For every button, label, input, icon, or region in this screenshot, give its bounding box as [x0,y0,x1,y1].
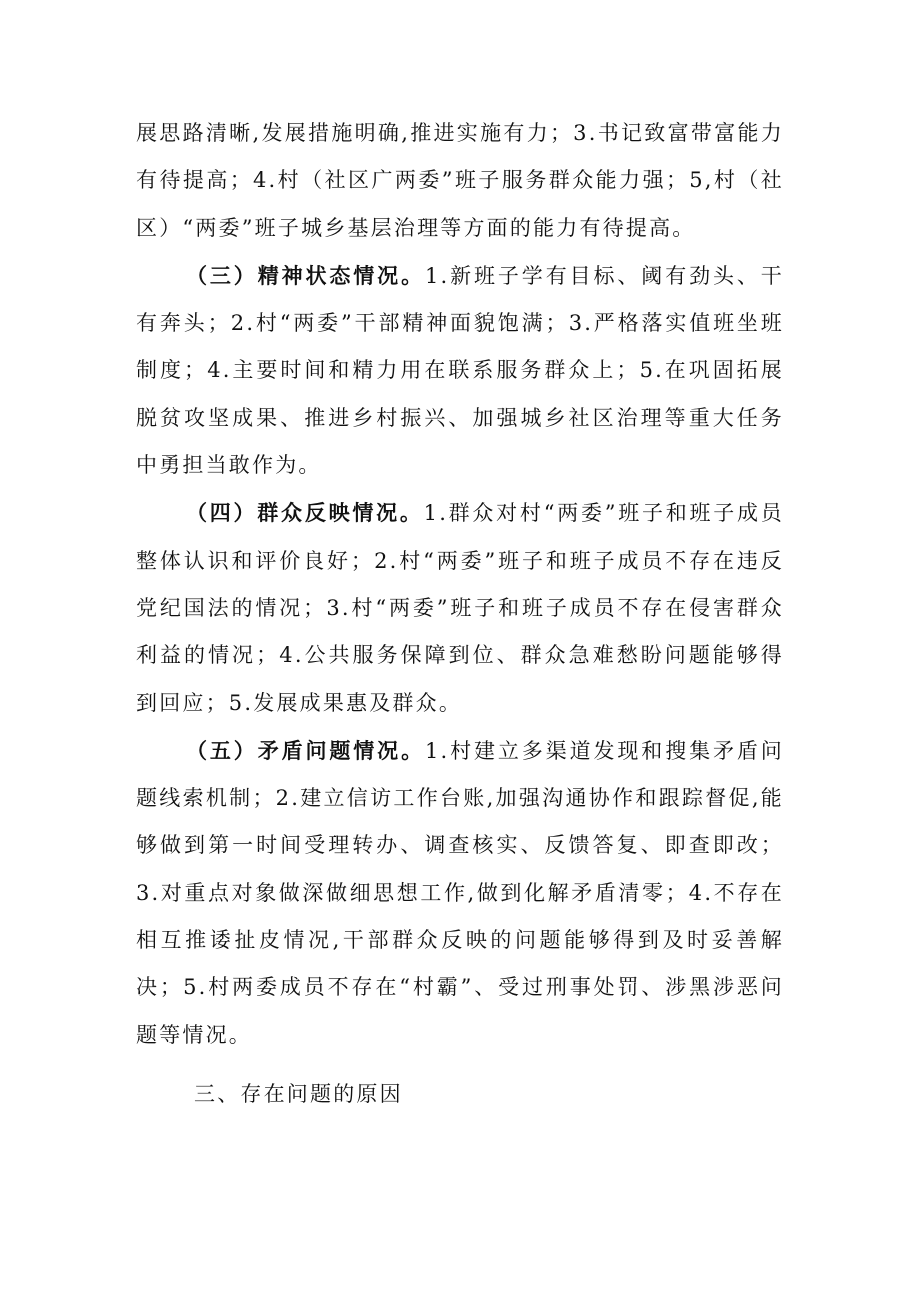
paragraph-spirit-status [136,252,784,489]
paragraph-public-feedback [136,489,784,726]
paragraph-body: 1.新班子学有目标、阈有劲头、干有奔头；2.村“两委”干部精神面貌饱满；3.严格落实值班坐班制度；4.主要时间和精力用在联系服务群众上；5.在巩固拓展脱贫攻坚成果、推进乡村振兴、加强城乡社区治理等重大任务中勇担当敢作为。 [136,263,784,478]
paragraph-conflict-issues [136,727,784,1059]
paragraph-heading: （四）群众反映情况。 [186,500,424,526]
paragraph-heading: （三）精神状态情况。 [186,262,425,288]
paragraph-continuation: 展思路清晰,发展措施明确,推进实施有力；3.书记致富带富能力有待提高；4.村（社区广两委”班子服务群众能力强；5,村（社区）“两委”班子城乡基层治理等方面的能力有待提高。 [136,121,784,240]
document-page [136,110,784,1118]
paragraph-body: 1.群众对村“两委”班子和班子成员整体认识和评价良好；2.村“两委”班子和班子成员不存在违反党纪国法的情况；3.村“两委”班子和班子成员不存在侵害群众利益的情况；4.公共服务保障到位、群众急难愁盼问题能够得到回应；5.发展成果惠及群众。 [136,501,784,715]
paragraph-heading: （五）矛盾问题情况。 [186,737,425,763]
section-title: 三、存在问题的原因 [194,1081,403,1106]
paragraph-body: 1.村建立多渠道发现和搜集矛盾问题线索机制；2.建立信访工作台账,加强沟通协作和跟踪督促,能够做到第一时间受理转办、调查核实、反馈答复、即查即改；3.对重点对象做深做细思想工作,做到化解矛盾清零；4.不存在相互推诿扯皮情况,干部群众反映的问题能够得到及时妥善解决；5.村两委成员不存在“村霸”、受过刑事处罚、涉黑涉恶问题等情况。 [136,738,784,1047]
